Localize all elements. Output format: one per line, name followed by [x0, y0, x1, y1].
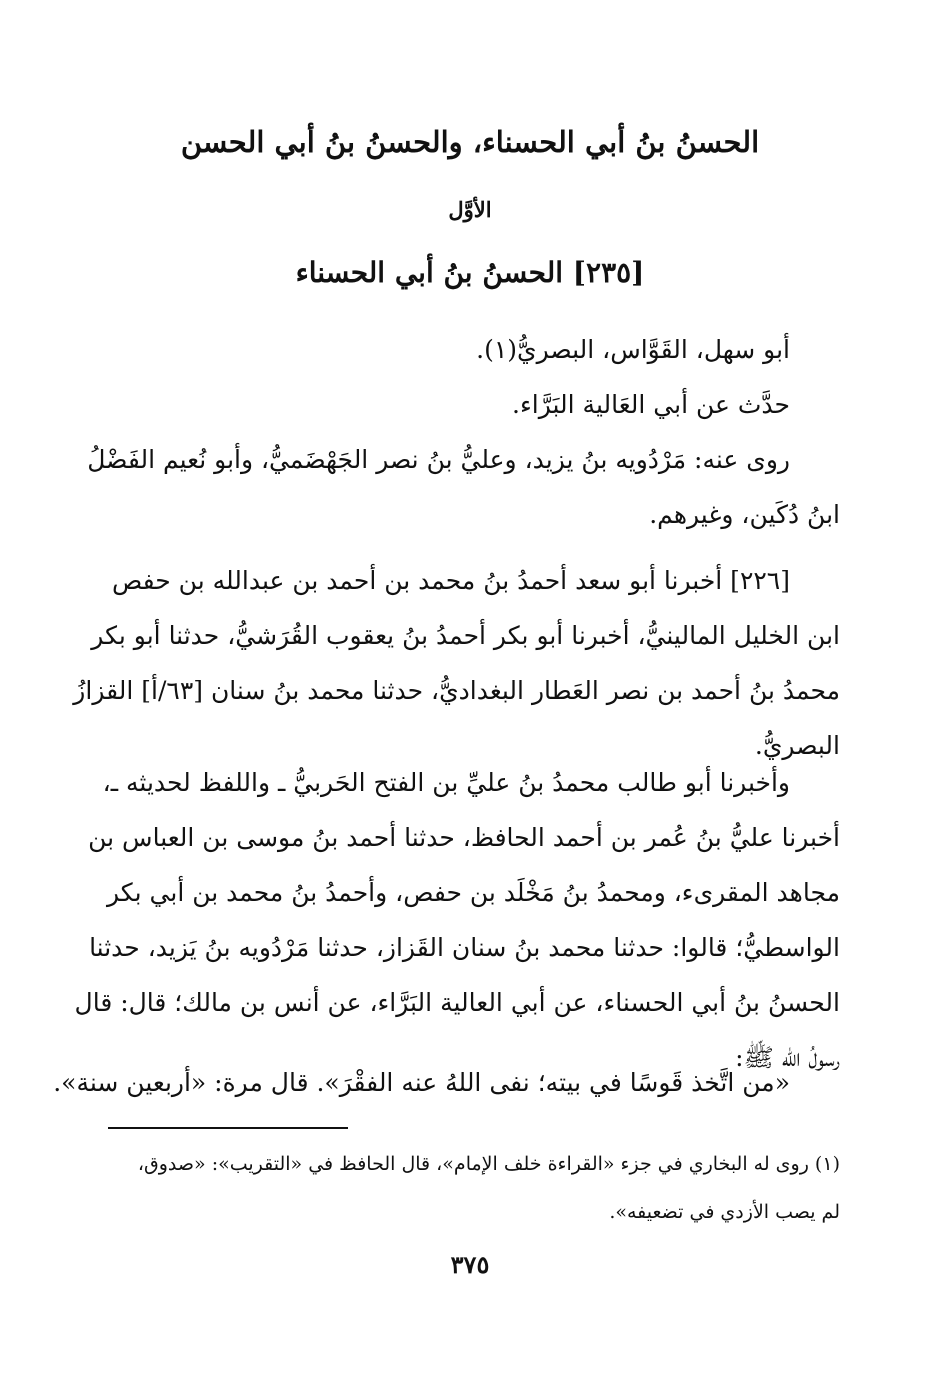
hadith-text [53, 1055, 840, 1110]
footnote-divider [108, 1127, 348, 1129]
page-number: ٣٧٥ [450, 1250, 490, 1279]
narration-line: [٢٢٦] أخبرنا أبو سعد أحمدُ بنُ محمد بن أحمد بن عبدالله بن حفص [111, 566, 790, 595]
narration-block-1 [73, 553, 840, 773]
narration-line: رسولُ الله ﷺ: [735, 1043, 840, 1072]
bio-line: أبو سهل، القَوَّاس، البصريُّ(١). [476, 335, 790, 364]
narration-line: البصريُّ. [754, 731, 840, 760]
bio-line: حدَّث عن أبي العَالية البَرَّاء. [512, 390, 790, 419]
section-label: الأوَّل [448, 197, 492, 222]
entry-title: [٢٣٥] الحسنُ بنُ أبي الحسناء [295, 256, 645, 289]
footnote-line: لم يصب الأزدي في تضعيفه». [609, 1201, 840, 1223]
narration-line: الحسنُ بنُ أبي الحسناء، عن أبي العالية البَرَّاء، عن أنس بن مالك؛ قال: قال [74, 988, 840, 1017]
narration-line: ابن الخليل المالينيُّ، أخبرنا أبو بكر أحمدُ بنُ يعقوب القُرَشيُّ، حدثنا أبو بكر [91, 621, 840, 650]
narration-line: محمدُ بنُ أحمد بن نصر العَطار البغداديُّ، حدثنا محمد بنُ سنان [٦٣/أ] القزازُ [73, 676, 840, 705]
chapter-title: الحسنُ بنُ أبي الحسناء، والحسنُ بنُ أبي الحسن [180, 125, 760, 159]
narration-line: وأخبرنا أبو طالب محمدُ بنُ عليِّ بن الفتح الحَربيُّ ـ واللفظ لحديثه ـ، [102, 768, 790, 797]
bio-line: روى عنه: مَرْدُويه بنُ يزيد، وعليُّ بنُ نصر الجَهْضَميُّ، وأبو نُعيم الفَضْلُ [87, 445, 790, 474]
footnote [100, 1140, 840, 1236]
narration-line: مجاهد المقرىء، ومحمدُ بنُ مَخْلَد بن حفص، وأحمدُ بنُ محمد بن أبي بكر [107, 878, 840, 907]
hadith-line: «من اتَّخذ قَوسًا في بيته؛ نفى اللهُ عنه الفقْرَ». قال مرة: «أربعين سنة». [53, 1068, 790, 1097]
narration-block-2 [74, 755, 840, 1085]
biography-block [87, 322, 840, 542]
narration-line: الواسطيُّ؛ قالوا: حدثنا محمد بنُ سنان القَزاز، حدثنا مَرْدُويه بنُ يَزيد، حدثنا [89, 933, 840, 962]
footnote-line: (١) روى له البخاري في جزء «القراءة خلف الإمام»، قال الحافظ في «التقريب»: «صدوق، [137, 1153, 840, 1175]
narration-line: أخبرنا عليُّ بنُ عُمر بن أحمد الحافظ، حدثنا أحمد بنُ موسى بن العباس بن [88, 823, 840, 852]
bio-line: ابنُ دُكَين، وغيرهم. [649, 500, 840, 529]
